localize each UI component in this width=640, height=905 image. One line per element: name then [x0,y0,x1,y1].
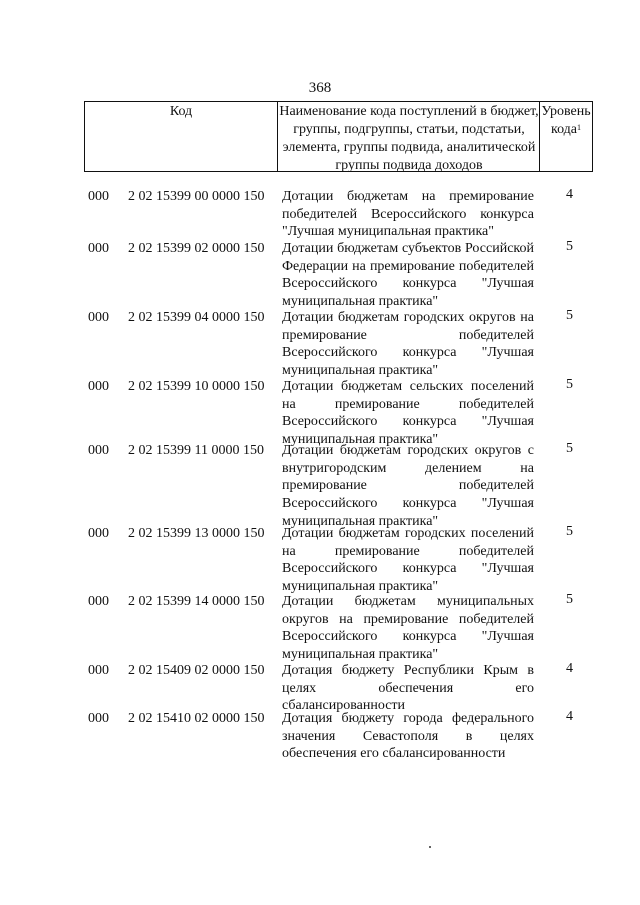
row-prefix: 000 [88,189,109,204]
row-level: 5 [566,239,573,254]
row-level: 5 [566,524,573,539]
row-name: Дотации бюджетам сельских поселений на премирование победителей Всероссийского конкурса "Лучшая муниципальная практика" [282,379,534,448]
row-prefix: 000 [88,594,109,609]
row-prefix: 000 [88,663,109,678]
row-prefix: 000 [88,379,109,394]
header-level-footnote: 1 [577,123,582,132]
header-code: Код [169,104,193,119]
row-code: 2 02 15399 04 0000 150 [128,310,265,325]
row-level: 4 [566,187,573,202]
row-code: 2 02 15399 11 0000 150 [128,443,264,458]
header-name: Наименование кода поступлений в бюджет, группы, подгруппы, статьи, подстатьи, элемента, группы подвида, аналитической группы подвида доходов [277,102,540,171]
row-level: 4 [566,709,573,724]
row-name: Дотации бюджетам городских округов на премирование победителей Всероссийского конкурса "Лучшая муниципальная практика" [282,310,534,379]
row-prefix: 000 [88,310,109,325]
row-name: Дотации бюджетам городских поселений на премирование победителей Всероссийского конкурса "Лучшая муниципальная практика" [282,526,534,595]
page-number: 368 [308,80,332,96]
row-level: 5 [566,377,573,392]
row-code: 2 02 15399 10 0000 150 [128,379,265,394]
row-code: 2 02 15409 02 0000 150 [128,663,265,678]
row-name: Дотация бюджету Республики Крым в целях обеспечения его сбалансированности [282,663,534,714]
table-header [84,101,593,172]
row-prefix: 000 [88,526,109,541]
row-code: 2 02 15410 02 0000 150 [128,711,265,726]
row-level: 5 [566,441,573,456]
scan-speck [429,846,431,848]
row-prefix: 000 [88,241,109,256]
row-name: Дотация бюджету города федерального значения Севастополя в целях обеспечения его сбалансированности [282,711,534,762]
row-prefix: 000 [88,443,109,458]
row-code: 2 02 15399 00 0000 150 [128,189,265,204]
row-level: 5 [566,592,573,607]
row-name: Дотации бюджетам субъектов Российской Федерации на премирование победителей Всероссийского конкурса "Лучшая муниципальная практика" [282,241,534,310]
row-level: 5 [566,308,573,323]
row-code: 2 02 15399 13 0000 150 [128,526,265,541]
row-level: 4 [566,661,573,676]
row-name: Дотации бюджетам на премирование победителей Всероссийского конкурса "Лучшая муниципальная практика" [282,189,534,240]
row-name: Дотации бюджетам муниципальных округов на премирование победителей Всероссийского конкурса "Лучшая муниципальная практика" [282,594,534,663]
row-code: 2 02 15399 02 0000 150 [128,241,265,256]
header-level [539,102,592,171]
row-prefix: 000 [88,711,109,726]
row-code: 2 02 15399 14 0000 150 [128,594,265,609]
row-name: Дотации бюджетам городских округов с внутригородским делением на премирование победителей Всероссийского конкурса "Лучшая муниципальная практика" [282,443,534,529]
header-level-label: Уровень кода [541,104,591,137]
